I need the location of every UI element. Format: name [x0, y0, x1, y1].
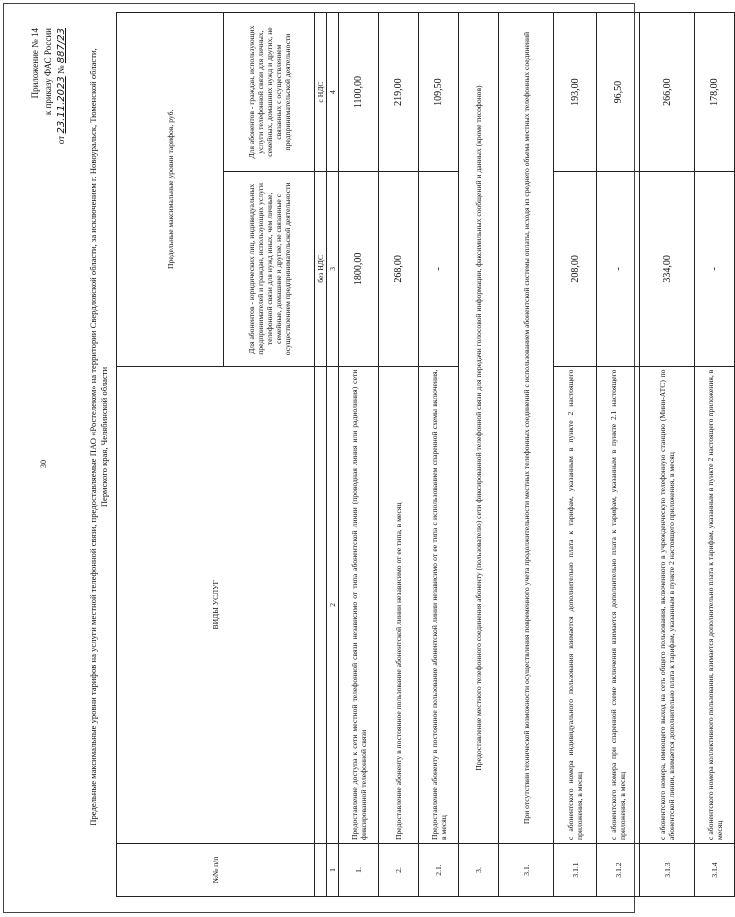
number-prefix: №: [56, 65, 66, 75]
vat-excluded-label: без НДС: [315, 172, 327, 366]
tariff-individual: 96,50: [597, 13, 640, 172]
row-number: 3.1.1: [554, 843, 597, 896]
tariff-legal: 1800,00: [339, 172, 379, 366]
table-row: [339, 13, 379, 897]
column-number-2: 2: [327, 366, 339, 843]
appendix-number: Приложение № 14: [30, 28, 40, 99]
header-service-cell: ВИДЫ УСЛУГ: [117, 366, 315, 843]
vat-row: [315, 13, 327, 897]
header-legal-cell: Для абонентов - юридических лиц, индивидуальных предпринимателей и граждан, использующих услуги телефонной связи для нужд иных, чем личные, семейные, домашние и другие, не связанные с осуществлением предпринимательской деятельности: [224, 172, 315, 366]
row-number: 3.1.2: [597, 843, 640, 896]
row-number: 3.: [459, 843, 499, 896]
tariff-legal: 208,00: [554, 172, 597, 366]
tariff-individual: 193,00: [554, 13, 597, 172]
table-row: [554, 13, 597, 897]
table-row: [597, 13, 640, 897]
row-number: 2.1.: [419, 843, 459, 896]
column-number-row: [327, 13, 339, 897]
table-header-row: [117, 13, 224, 897]
tariff-individual: 1100,00: [339, 13, 379, 172]
table-row: [379, 13, 419, 897]
service-description: Предоставление абоненту в постоянное пользование абонентской линии независимо от ее типа, в месяц: [379, 366, 419, 843]
service-description: Предоставление доступа к сети местной телефонной связи независимо от типа абонентской линии (проводная линия или радиолиния) сети фиксированной телефонной связи: [339, 366, 379, 843]
tariff-individual: 266,00: [640, 13, 695, 172]
table-row: [695, 13, 735, 897]
table-row: [419, 13, 459, 897]
tariff-individual: 178,00: [695, 13, 735, 172]
tariff-legal: -: [695, 172, 735, 366]
service-description: с абонентского номера коллективного пользования, взимается дополнительно плата к тарифам, указанным в пункте 2 настоящего приложения, в месяц: [695, 366, 735, 843]
handwritten-number: 887/23: [56, 28, 67, 64]
service-description: с абонентского номера при спаренной схеме включения взимается дополнительно плата к тарифам, указанным в пункте 2.1 настоящего приложения, в месяц: [597, 366, 640, 843]
vat-included-label: с НДС: [315, 13, 327, 172]
column-number-1: 1: [327, 843, 339, 896]
section-heading: При отсутствии технической возможности осуществления повременного учета продолжительности местных телефонных соединений с использованием абонентской системы оплаты, исходя из среднего объема местных телефонных соединений: [499, 13, 554, 844]
tariff-individual: 109,50: [419, 13, 459, 172]
tariff-legal: 334,00: [640, 172, 695, 366]
appendix-order-ref: к приказу ФАС России: [43, 28, 53, 116]
handwritten-date: 23.11.2023: [56, 76, 67, 134]
appendix-date-line: [56, 28, 67, 144]
header-number-cell: №№ п/п: [117, 843, 315, 896]
tariff-legal: -: [597, 172, 640, 366]
service-description: с абонентского номера индивидуального пользования взимается дополнительно плата к тарифам, указанным в пункте 2 настоящего приложения, в месяц: [554, 366, 597, 843]
table-row: [459, 13, 499, 897]
row-number: 3.1.4: [695, 843, 735, 896]
table-row: [640, 13, 695, 897]
document-title: Предельные максимальные уровни тарифов на услуги местной телефонной связи, предоставляемые ПАО «Ростелеком» на территории Свердловской области, за исключением г. Новоуральск, Тюменской области, Пермского края, Челябинской области: [88, 48, 109, 826]
header-individual-cell: Для абонентов - граждан, использующих услуги телефонной связи для личных, семейных, домашних нужд и других, не связанных с осуществлением предпринимательской деятельности: [224, 13, 315, 172]
page-number: 30: [39, 460, 48, 468]
tariff-individual: 219,00: [379, 13, 419, 172]
tariff-legal: 268,00: [379, 172, 419, 366]
row-number: 3.1.: [499, 843, 554, 896]
section-heading: Предоставление местного телефонного соединения абоненту (пользователю) сети фиксированной телефонной связи для передачи голосовой информации, факсимильных сообщений и данных (кроме тисофонов): [459, 13, 499, 844]
column-number-3: 3: [327, 172, 339, 366]
table-row: [499, 13, 554, 897]
date-prefix: от: [56, 135, 66, 145]
service-description: Предоставление абоненту в постоянное пользование абонентской линии независимо от ее типа с использованием спаренной схемы включения, в месяц: [419, 366, 459, 843]
column-number-4: 4: [327, 13, 339, 172]
service-description: с абонентского номера, имеющего выход на сеть общего пользования, включенного в учрежденческую телефонную станцию (Мини-АТС) по абонентской линии, взимается дополнительно плата к тарифам, указанным в пункте 2 настоящего приложения, в месяц: [640, 366, 695, 843]
row-number: 2.: [379, 843, 419, 896]
header-levels-cell: Предельные максимальные уровни тарифов, руб.: [117, 13, 224, 367]
tariff-legal: -: [419, 172, 459, 366]
row-number: 1.: [339, 843, 379, 896]
row-number: 3.1.3: [640, 843, 695, 896]
tariff-table: [116, 12, 735, 897]
